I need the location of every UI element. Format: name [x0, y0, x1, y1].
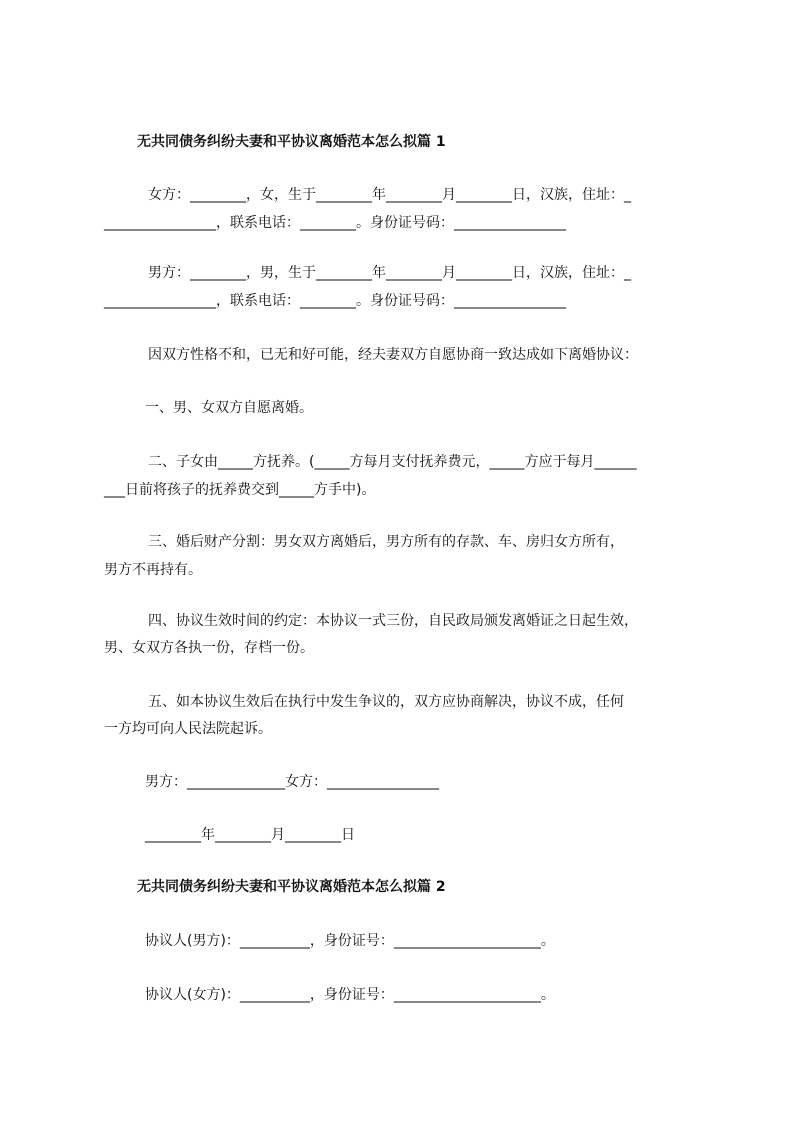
female-party-line-1: 女方：________，女，生于________年________月________日，汉族，住址：_	[148, 187, 631, 203]
agreement-intro: 因双方性格不和，已无和好可能，经夫妻双方自愿协商一致达成如下离婚协议：	[148, 347, 638, 363]
signature-line: 男方：______________女方：________________	[145, 774, 439, 790]
party-male-line: 协议人(男方)：__________，身份证号：_____________________。	[145, 933, 555, 949]
section-2-title: 无共同债务纠纷夫妻和平协议离婚范本怎么拟篇 2	[137, 879, 446, 895]
clause-4-line-1: 四、协议生效时间的约定：本协议一式三份，自民政局颁发离婚证之日起生效，	[148, 613, 638, 629]
clause-1: 一、男、女双方自愿离婚。	[145, 400, 313, 416]
female-party-line-2: ________________，联系电话：________。身份证号码：________________	[104, 215, 566, 231]
clause-4-line-2: 男、女双方各执一份，存档一份。	[104, 640, 314, 656]
clause-2-line-1: 二、子女由_____方抚养。(_____方每月支付抚养费元，_____方应于每月______	[148, 454, 637, 470]
clause-3-line-2: 男方不再持有。	[104, 562, 202, 578]
party-female-line: 协议人(女方)：__________，身份证号：_____________________。	[145, 987, 555, 1003]
clause-5-line-1: 五、如本协议生效后在执行中发生争议的，双方应协商解决，协议不成，任何	[148, 694, 624, 710]
clause-2-line-2: ___日前将孩子的抚养费交到_____方手中)。	[104, 482, 376, 498]
section-1-title: 无共同债务纠纷夫妻和平协议离婚范本怎么拟篇 1	[137, 134, 446, 150]
clause-5-line-2: 一方均可向人民法院起诉。	[104, 721, 272, 737]
male-party-line-1: 男方：________，男，生于________年________月________日，汉族，住址：_	[148, 265, 631, 281]
date-line: ________年________月________日	[145, 827, 355, 843]
clause-3-line-1: 三、婚后财产分割：男女双方离婚后，男方所有的存款、车、房归女方所有，	[148, 534, 624, 550]
male-party-line-2: ________________，联系电话：________。身份证号码：________________	[104, 293, 566, 309]
